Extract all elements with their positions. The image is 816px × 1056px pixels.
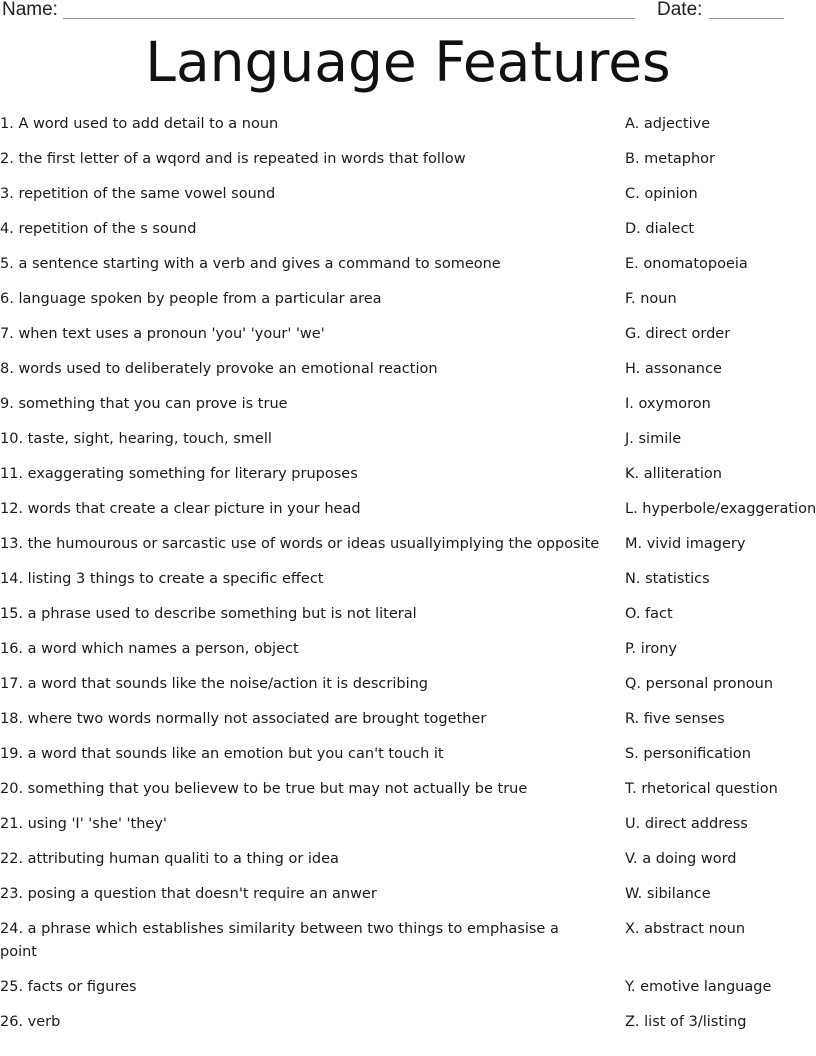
answer-option: P. irony [625, 641, 678, 657]
answer-option: O. fact [625, 606, 673, 622]
question-text: 12. words that create a clear picture in your head [0, 501, 361, 517]
question-text: 6. language spoken by people from a particular area [0, 291, 382, 307]
question-text: 22. attributing human qualiti to a thing or idea [0, 851, 339, 867]
question-text: 2. the first letter of a wqord and is repeated in words that follow [0, 151, 466, 167]
matching-row [0, 428, 816, 463]
matching-row [0, 743, 816, 778]
answer-option: Q. personal pronoun [625, 676, 774, 692]
answer-option: T. rhetorical question [625, 781, 778, 797]
question-text: 1. A word used to add detail to a noun [0, 116, 279, 132]
answer-option: A. adjective [625, 116, 711, 132]
matching-row [0, 113, 816, 148]
question-text: 15. a phrase used to describe something but is not literal [0, 606, 417, 622]
worksheet-title: Language Features [145, 30, 671, 94]
matching-row [0, 218, 816, 253]
question-text: 7. when text uses a pronoun 'you' 'your' 'we' [0, 326, 325, 342]
date-label: Date: [657, 0, 703, 20]
matching-row [0, 183, 816, 218]
answer-option: I. oxymoron [625, 396, 711, 412]
question-text: 13. the humourous or sarcastic use of words or ideas usuallyimplying the opposite [0, 536, 600, 552]
matching-row [0, 976, 816, 1011]
answer-option: U. direct address [625, 816, 748, 832]
matching-list [0, 113, 816, 1046]
name-label: Name: [2, 0, 58, 20]
matching-row [0, 778, 816, 813]
answer-option: K. alliteration [625, 466, 722, 482]
answer-option: S. personification [625, 746, 751, 762]
question-text: 23. posing a question that doesn't require an anwer [0, 886, 377, 902]
question-text: 4. repetition of the s sound [0, 221, 197, 237]
matching-row [0, 568, 816, 603]
matching-row [0, 918, 816, 976]
matching-row [0, 288, 816, 323]
matching-row [0, 253, 816, 288]
answer-option: N. statistics [625, 571, 710, 587]
answer-option: X. abstract noun [625, 921, 746, 937]
question-text: 24. a phrase which establishes similarity between two things to emphasise a point [0, 921, 559, 960]
name-write-line [63, 18, 635, 19]
matching-row [0, 848, 816, 883]
worksheet-header [0, 0, 816, 26]
matching-row [0, 813, 816, 848]
answer-option: J. simile [625, 431, 682, 447]
answer-option: M. vivid imagery [625, 536, 746, 552]
matching-row [0, 603, 816, 638]
question-text: 25. facts or figures [0, 979, 137, 995]
answer-option: B. metaphor [625, 151, 716, 167]
matching-row [0, 673, 816, 708]
matching-row [0, 498, 816, 533]
answer-option: C. opinion [625, 186, 698, 202]
question-text: 3. repetition of the same vowel sound [0, 186, 276, 202]
matching-row [0, 533, 816, 568]
matching-row [0, 883, 816, 918]
question-text: 16. a word which names a person, object [0, 641, 299, 657]
answer-option: Y. emotive language [625, 979, 772, 995]
matching-row [0, 393, 816, 428]
question-text: 18. where two words normally not associated are brought together [0, 711, 487, 727]
question-text: 9. something that you can prove is true [0, 396, 288, 412]
question-text: 19. a word that sounds like an emotion but you can't touch it [0, 746, 444, 762]
question-text: 8. words used to deliberately provoke an emotional reaction [0, 361, 438, 377]
answer-option: D. dialect [625, 221, 695, 237]
answer-option: V. a doing word [625, 851, 737, 867]
matching-row [0, 638, 816, 673]
answer-option: L. hyperbole/exaggeration [625, 501, 816, 517]
matching-row [0, 708, 816, 743]
matching-row [0, 1011, 816, 1046]
answer-option: R. five senses [625, 711, 725, 727]
answer-option: H. assonance [625, 361, 722, 377]
question-text: 14. listing 3 things to create a specific effect [0, 571, 324, 587]
question-text: 10. taste, sight, hearing, touch, smell [0, 431, 272, 447]
answer-option: W. sibilance [625, 886, 711, 902]
question-text: 26. verb [0, 1014, 61, 1030]
answer-option: F. noun [625, 291, 677, 307]
question-text: 5. a sentence starting with a verb and gives a command to someone [0, 256, 501, 272]
matching-row [0, 463, 816, 498]
question-text: 11. exaggerating something for literary pruposes [0, 466, 358, 482]
question-text: 20. something that you believew to be true but may not actually be true [0, 781, 528, 797]
matching-row [0, 323, 816, 358]
question-text: 21. using 'I' 'she' 'they' [0, 816, 167, 832]
answer-option: Z. list of 3/listing [625, 1014, 747, 1030]
answer-option: G. direct order [625, 326, 731, 342]
date-write-line [709, 18, 784, 19]
answer-option: E. onomatopoeia [625, 256, 748, 272]
matching-row [0, 148, 816, 183]
question-text: 17. a word that sounds like the noise/action it is describing [0, 676, 428, 692]
matching-row [0, 358, 816, 393]
